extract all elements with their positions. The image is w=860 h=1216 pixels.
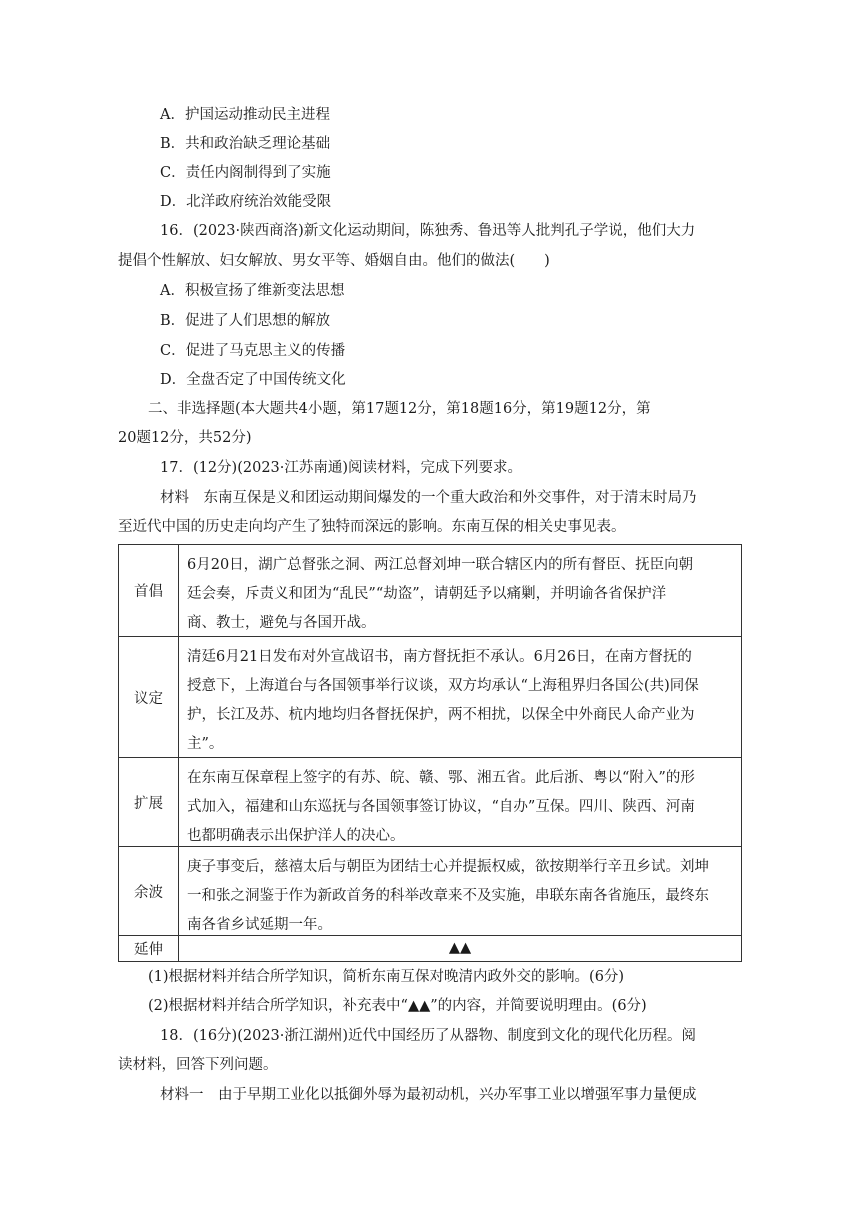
cell-line: 商、教士，避免与各国开战。 (187, 615, 376, 631)
history-events-table (118, 544, 742, 962)
row-content (187, 643, 737, 759)
row-label: 延伸 (119, 936, 179, 961)
q17-question-2: (2)根据材料并结合所学知识，补充表中“▲▲”的内容，并简要说明理由。(6分) (148, 998, 647, 1014)
q17-material-line1: 材料 东南互保是义和团运动期间爆发的一个重大政治和外交事件，对于清末时局乃 (160, 490, 697, 506)
cell-line: 廷会奏，斥责义和团为“乱民”“劫盗”，请朝廷予以痛剿，并明谕各省保护洋 (187, 586, 667, 602)
section2-heading-line2: 20题12分，共52分) (118, 430, 252, 446)
cell-line: 清廷6月21日发布对外宣战诏书，南方督抚拒不承认。6月26日，在南方督抚的 (187, 649, 692, 665)
cell-line: 主”。 (187, 736, 224, 752)
row-label: 议定 (119, 637, 179, 757)
q16-stem-line2: 提倡个性解放、妇女解放、男女平等、婚姻自由。他们的做法( ) (118, 253, 550, 269)
q16-option-b: B．促进了人们思想的解放 (160, 313, 331, 329)
cell-line: 庚子事变后，慈禧太后与朝臣为团结士心并提振权威，欲按期举行辛丑乡试。刘坤 (187, 859, 709, 875)
cell-line: ▲▲ (448, 940, 472, 956)
q18-material1: 材料一 由于早期工业化以抵御外辱为最初动机，兴办军事工业以增强军事力量便成 (160, 1087, 697, 1103)
q18-stem-line1: 18．(16分)(2023·浙江湖州)近代中国经历了从器物、制度到文化的现代化历程。阅 (160, 1028, 697, 1044)
cell-line: 在东南互保章程上签字的有苏、皖、赣、鄂、湘五省。此后浙、粤以“附入”的形 (187, 770, 695, 786)
q17-material-line2: 至近代中国的历史走向均产生了独特而深远的影响。东南互保的相关史事见表。 (118, 519, 626, 535)
row-content (187, 764, 737, 851)
q17-question-1: (1)根据材料并结合所学知识，简析东南互保对晚清内政外交的影响。(6分) (148, 969, 625, 985)
cell-line: 南各省乡试延期一年。 (187, 917, 332, 933)
row-label: 扩展 (119, 758, 179, 846)
cell-line: 式加入，福建和山东巡抚与各国领事签订协议，“自办”互保。四川、陕西、河南 (187, 799, 695, 815)
q15-option-d: D．北洋政府统治效能受限 (160, 194, 332, 210)
q16-option-d: D．全盘否定了中国传统文化 (160, 372, 346, 388)
table-row (119, 637, 741, 758)
q15-option-b: B．共和政治缺乏理论基础 (160, 136, 331, 152)
table-row (119, 545, 741, 637)
row-label: 余波 (119, 847, 179, 935)
row-content (179, 936, 741, 961)
q15-option-c: C．责任内阁制得到了实施 (160, 165, 331, 181)
cell-line: 一和张之洞鉴于作为新政首务的科举改章来不及实施，串联东南各省施压，最终东 (187, 888, 709, 904)
section2-heading-line1: 二、非选择题(本大题共4小题，第17题12分，第18题16分，第19题12分，第 (148, 401, 651, 417)
q16-option-a: A．积极宣扬了维新变法思想 (160, 283, 345, 299)
row-content (187, 853, 737, 940)
cell-line: 授意下，上海道台与各国领事举行议谈，双方均承认“上海租界归各国公(共)同保 (187, 678, 699, 694)
cell-line: 护，长江及苏、杭内地均归各督抚保护，两不相扰，以保全中外商民人命产业为 (187, 707, 695, 723)
q18-stem-line2: 读材料，回答下列问题。 (118, 1057, 278, 1073)
q16-stem-line1: 16．(2023·陕西商洛)新文化运动期间，陈独秀、鲁迅等人批判孔子学说，他们大力 (160, 223, 696, 239)
row-content (187, 551, 737, 638)
row-label: 首倡 (119, 545, 179, 636)
table-row (119, 847, 741, 936)
table-row (119, 758, 741, 847)
q17-stem: 17．(12分)(2023·江苏南通)阅读材料，完成下列要求。 (160, 460, 523, 476)
table-row (119, 936, 741, 961)
q15-option-a: A．护国运动推动民主进程 (160, 107, 330, 123)
q16-option-c: C．促进了马克思主义的传播 (160, 343, 346, 359)
cell-line: 6月20日，湖广总督张之洞、两江总督刘坤一联合辖区内的所有督臣、抚臣向朝 (187, 557, 694, 573)
cell-line: 也都明确表示出保护洋人的决心。 (187, 828, 405, 844)
